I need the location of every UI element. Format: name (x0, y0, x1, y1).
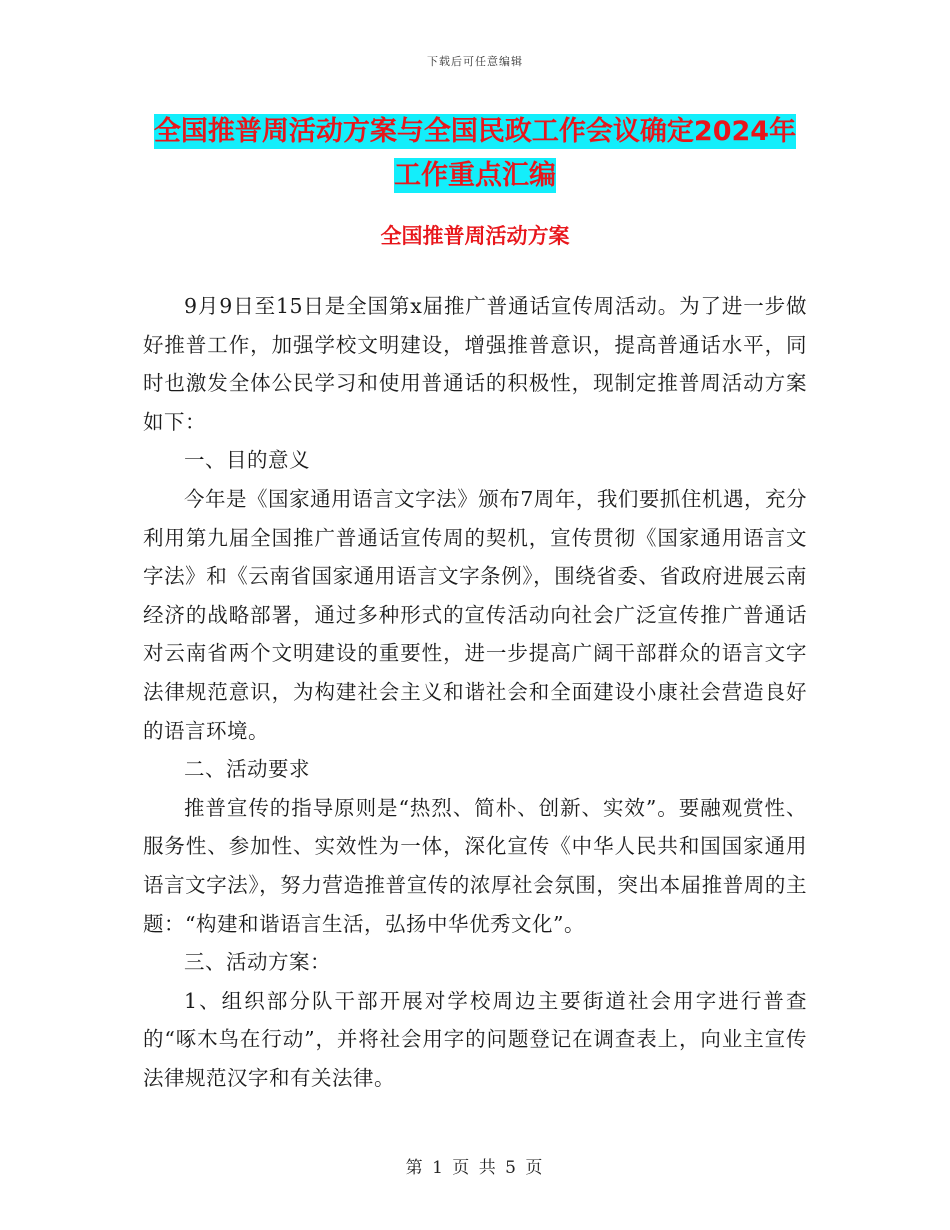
section-title: 全国推普周活动方案 (380, 224, 570, 248)
body-text (143, 287, 807, 1097)
heading-requirements: 二、活动要求 (184, 757, 310, 782)
document-title-line-1: 全国推普周活动方案与全国民政工作会议确定2024年 (153, 116, 797, 147)
heading-plan: 三、活动方案： (184, 950, 331, 975)
page-footer: 第 1 页 共 5 页 (405, 1158, 545, 1178)
paragraph-purpose: 今年是《国家通用语言文字法》颁布7周年，我们要抓住机遇，充分利用第九届全国推广普通话宣传周的契机，宣传贯彻《国家通用语言文字法》和《云南省国家通用语言文字条例》，围绕省委、省政府进展云南经济的战略部署，通过多种形式的宣传活动向社会广泛宣传推广普通话对云南省两个文明建设的重要性，进一步提高广阔干部群众的语言文字法律规范意识，为构建社会主义和谐社会和全面建设小康社会营造良好的语言环境。 (143, 486, 807, 743)
document-title-line-2: 工作重点汇编 (394, 160, 556, 191)
heading-purpose: 一、目的意义 (184, 448, 310, 473)
paragraph-intro: 9月9日至15日是全国第x届推广普通话宣传周活动。为了进一步做好推普工作，加强学校文明建设，增强推普意识，提高普通话水平，同时也激发全体公民学习和使用普通话的积极性，现制定推普周活动方案如下： (143, 294, 807, 434)
document-title (110, 110, 840, 198)
paragraph-plan-item-1: 1、组织部分队干部开展对学校周边主要街道社会用字进行普查的“啄木鸟在行动”，并将社会用字的问题登记在调查表上，向业主宣传法律规范汉字和有关法律。 (143, 988, 807, 1090)
paragraph-requirements: 推普宣传的指导原则是“热烈、简朴、创新、实效”。要融观赏性、服务性、参加性、实效性为一体，深化宣传《中华人民共和国国家通用语言文字法》，努力营造推普宣传的浓厚社会氛围，突出本届推普周的主题：“构建和谐语言生活，弘扬中华优秀文化”。 (143, 795, 807, 936)
header-note: 下载后可任意编辑 (427, 55, 523, 68)
